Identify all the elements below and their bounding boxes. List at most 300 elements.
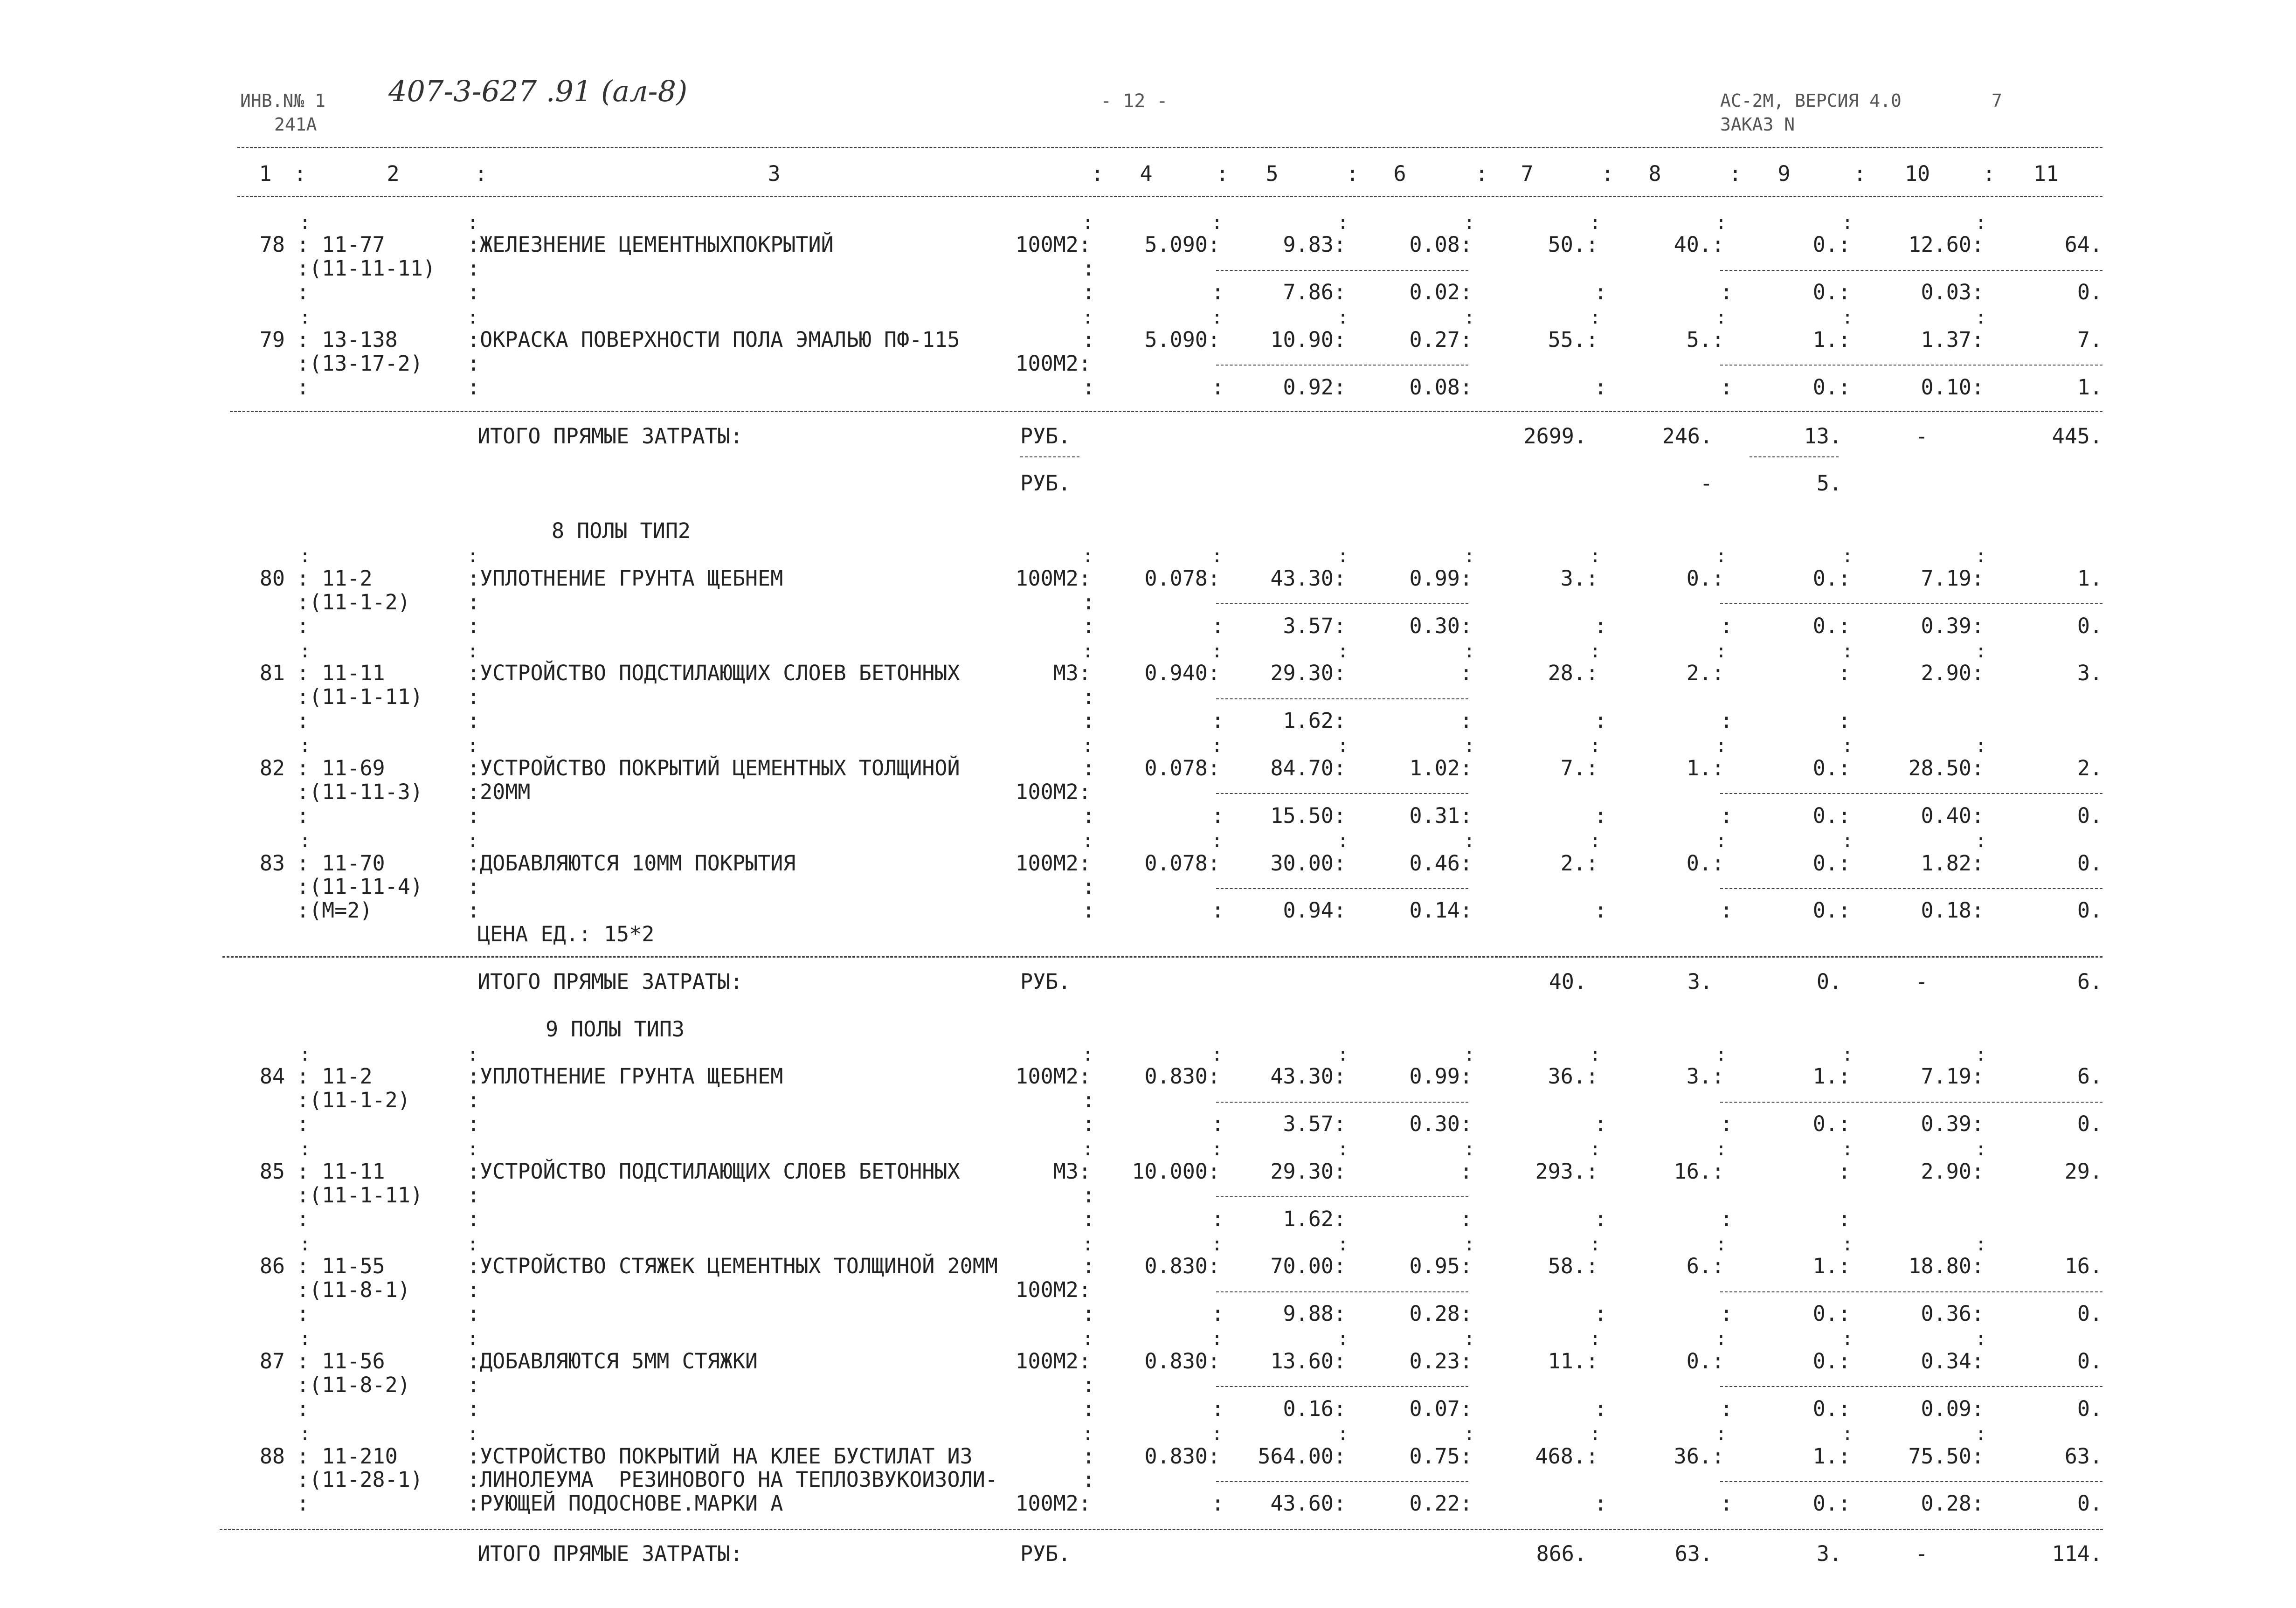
sub-rule — [1216, 270, 1468, 271]
cell-labor-total-wages: 0. — [2077, 1491, 2102, 1516]
separator-colon: : — [467, 830, 479, 852]
cell-mech: 0.: — [1812, 756, 1851, 780]
row-unit: 100М2: — [1015, 780, 1091, 804]
row-code: : 11-210 — [297, 1444, 398, 1469]
separator-colon: : — [467, 1373, 480, 1397]
row-unit: М3: — [1053, 1159, 1091, 1184]
row-code: : 11-2 — [297, 566, 373, 591]
cell-qty: 0.830: — [1144, 1444, 1220, 1469]
cell-labor-total: 63. — [2064, 1444, 2102, 1469]
sub-rule — [1216, 365, 1468, 366]
separator-colon: : — [1594, 375, 1607, 400]
row-description: :ОКРАСКА ПОВЕРХНОСТИ ПОЛА ЭМАЛЬЮ ПФ-115 — [467, 327, 960, 352]
cell-labor: 2.90: — [1921, 1159, 1984, 1184]
separator-colon: : — [1337, 545, 1349, 567]
totals-cost: 40. — [1549, 969, 1587, 994]
separator-colon: : — [1590, 307, 1601, 328]
cell-unit-price: 564.00: — [1258, 1444, 1346, 1469]
row-subcode-2: :(М=2) — [297, 898, 373, 923]
separator-colon: : — [1715, 1139, 1727, 1160]
totals-labor-total: 6. — [2077, 969, 2102, 994]
cell-labor-total-wages: 1. — [2077, 375, 2102, 400]
separator-colon: : — [1590, 641, 1601, 662]
cell-mech-price-wages: 0.07: — [1409, 1396, 1473, 1421]
totals-mech: 3. — [1816, 1541, 1842, 1566]
separator-colon: : — [1975, 735, 1987, 757]
cell-mech-price: 0.08: — [1409, 232, 1473, 257]
separator-colon: : — [299, 1328, 311, 1350]
row-description: :УСТРОЙСТВО ПОДСТИЛАЮЩИХ СЛОЕВ БЕТОННЫХ — [467, 1159, 960, 1184]
separator-colon: : — [1337, 1044, 1349, 1065]
separator-colon: : — [1211, 1328, 1223, 1350]
separator-colon: : — [467, 1277, 480, 1302]
separator-colon: : — [1975, 1328, 1987, 1350]
cell-mech-price: 0.27: — [1409, 327, 1473, 352]
header-separator: : — [1729, 161, 1742, 186]
row-number: 80 — [259, 566, 285, 591]
separator-colon: : — [1464, 1423, 1475, 1445]
separator-colon: : — [1720, 1491, 1733, 1516]
column-header-1: 1 — [259, 161, 272, 186]
block-rule — [220, 1529, 2103, 1530]
cell-mech-price: : — [1459, 1159, 1473, 1184]
separator-colon: : — [1082, 1088, 1095, 1112]
cell-labor: 28.50: — [1908, 756, 1984, 780]
cell-wages: 0.: — [1686, 851, 1724, 876]
page-marker: - 12 - — [1100, 90, 1168, 112]
separator-colon: : — [1082, 1301, 1095, 1326]
handwritten-ref: 407-3-627 .91 (ал-8) — [388, 74, 688, 108]
separator-colon: : — [1842, 545, 1853, 567]
separator-colon: : — [1337, 1234, 1349, 1255]
cell-qty: 5.090: — [1144, 232, 1220, 257]
separator-colon: : — [1975, 641, 1987, 662]
separator-colon: : — [299, 1423, 311, 1445]
cell-mech-wages: 0.: — [1812, 614, 1851, 638]
row-code: : 11-2 — [297, 1064, 373, 1089]
cell-unit-price-wages: 3.57: — [1283, 1111, 1346, 1136]
separator-colon: : — [1082, 1139, 1094, 1160]
separator-colon: : — [1211, 212, 1223, 234]
cell-mech: 1.: — [1812, 1064, 1851, 1089]
cell-wages: 16.: — [1674, 1159, 1724, 1184]
totals-mech: 5. — [1816, 471, 1842, 496]
separator-colon: : — [1594, 280, 1607, 304]
sub-rule — [1216, 603, 1468, 604]
row-subcode: :(11-11-4) — [297, 874, 423, 899]
sub-rule — [1720, 793, 2102, 794]
separator-colon: : — [1975, 1234, 1987, 1255]
cell-mech-wages: 0.: — [1812, 280, 1851, 304]
separator-colon: : — [1082, 545, 1094, 567]
separator-colon: : — [297, 1207, 310, 1231]
separator-colon: : — [1082, 1396, 1095, 1421]
cell-wages: 6.: — [1686, 1254, 1724, 1278]
separator-colon: : — [467, 1396, 480, 1421]
separator-colon: : — [1082, 874, 1095, 899]
row-number: 78 — [259, 232, 285, 257]
header-separator: : — [1091, 161, 1104, 186]
totals-labor: - — [1915, 424, 1928, 449]
separator-colon: : — [467, 280, 480, 304]
column-header-2: 2 — [387, 161, 400, 186]
totals-unit: РУБ. — [1020, 424, 1071, 449]
separator-colon: : — [467, 307, 479, 328]
separator-colon: : — [1842, 1423, 1853, 1445]
row-number: 84 — [259, 1064, 285, 1089]
column-header-11: 11 — [2033, 161, 2059, 186]
separator-colon: : — [467, 1234, 479, 1255]
row-code: : 11-56 — [297, 1349, 385, 1373]
separator-colon: : — [467, 375, 480, 400]
cell-total: 28.: — [1548, 661, 1598, 685]
cell-unit-price: 70.00: — [1270, 1254, 1346, 1278]
row-description: :УСТРОЙСТВО ПОКРЫТИЙ НА КЛЕЕ БУСТИЛАТ ИЗ — [467, 1444, 973, 1469]
cell-labor-total: 0. — [2077, 1349, 2102, 1373]
cell-mech: 0.: — [1812, 851, 1851, 876]
separator-colon: : — [1211, 1044, 1223, 1065]
separator-colon: : — [1594, 1111, 1607, 1136]
row-unit: 100М2: — [1015, 566, 1091, 591]
cell-total: 11.: — [1548, 1349, 1598, 1373]
separator-colon: : — [1337, 1139, 1349, 1160]
separator-colon: : — [467, 1423, 479, 1445]
cell-labor-total: 64. — [2064, 232, 2102, 257]
cell-labor: 75.50: — [1908, 1444, 1984, 1469]
cell-total: 36.: — [1548, 1064, 1598, 1089]
cell-labor-wages: 0.40: — [1921, 803, 1984, 828]
separator-colon: : — [1842, 641, 1853, 662]
separator-colon: : — [467, 256, 480, 281]
separator-colon: : — [1082, 1254, 1095, 1278]
cell-labor-total-wages: 0. — [2077, 1301, 2102, 1326]
separator-colon: : — [1842, 1234, 1853, 1255]
cell-unit-price-wages: 1.62: — [1283, 1207, 1346, 1231]
separator-colon: : — [1082, 1234, 1094, 1255]
cell-labor-total: 7. — [2077, 327, 2102, 352]
cell-labor-total: 2. — [2077, 756, 2102, 780]
totals-label: ИТОГО ПРЯМЫЕ ЗАТРАТЫ: — [477, 424, 743, 449]
separator-colon: : — [1590, 1234, 1601, 1255]
separator-colon: : — [1590, 1423, 1601, 1445]
separator-colon: : — [299, 1234, 311, 1255]
header-separator: : — [1601, 161, 1614, 186]
separator-colon: : — [1211, 1396, 1224, 1421]
row-description: :УПЛОТНЕНИЕ ГРУНТА ЩЕБНЕМ — [467, 1064, 783, 1089]
separator-colon: : — [1594, 803, 1607, 828]
cell-qty: 5.090: — [1144, 327, 1220, 352]
cell-mech-price-wages: 0.02: — [1409, 280, 1473, 304]
separator-colon: : — [467, 1207, 480, 1231]
separator-colon: : — [1337, 641, 1349, 662]
cell-wages: 40.: — [1674, 232, 1724, 257]
sub-rule — [1720, 365, 2102, 366]
row-unit: 100М2: — [1015, 1277, 1091, 1302]
document-ref: ИНВ.N№ 1 — [240, 90, 326, 111]
cell-qty: 0.078: — [1144, 566, 1220, 591]
separator-colon: : — [1715, 1044, 1727, 1065]
sub-rule — [1216, 793, 1468, 794]
separator-colon: : — [1715, 1234, 1727, 1255]
block-rule — [222, 956, 2102, 958]
cell-labor-wages: 0.18: — [1921, 898, 1984, 923]
separator-colon: : — [467, 1139, 479, 1160]
cell-unit-price-wages: 0.94: — [1283, 898, 1346, 923]
cell-mech-wages: 0.: — [1812, 1301, 1851, 1326]
cell-unit-price-wages: 15.50: — [1270, 803, 1346, 828]
separator-colon: : — [297, 1111, 310, 1136]
separator-colon: : — [299, 1044, 311, 1065]
separator-colon: : — [467, 874, 480, 899]
separator-colon: : — [1720, 375, 1733, 400]
row-number: 79 — [259, 327, 285, 352]
separator-colon: : — [1594, 614, 1607, 638]
separator-colon: : — [1337, 830, 1349, 852]
separator-colon: : — [1590, 1139, 1601, 1160]
cell-mech-wages: : — [1838, 708, 1851, 733]
separator-colon: : — [1082, 1423, 1094, 1445]
separator-colon: : — [467, 545, 479, 567]
separator-colon: : — [1594, 708, 1607, 733]
separator-colon: : — [467, 708, 480, 733]
cell-unit-price: 9.83: — [1283, 232, 1346, 257]
separator-colon: : — [297, 1491, 310, 1516]
cell-mech-price-wages: : — [1459, 708, 1473, 733]
cell-total: 50.: — [1548, 232, 1598, 257]
cell-unit-price: 43.30: — [1270, 1064, 1346, 1089]
totals-cost: 2699. — [1523, 424, 1587, 449]
cell-labor-total-wages: 0. — [2077, 1396, 2102, 1421]
separator-colon: : — [1715, 830, 1727, 852]
separator-colon: : — [1715, 641, 1727, 662]
cell-labor-wages: 0.39: — [1921, 1111, 1984, 1136]
separator-colon: : — [467, 1111, 480, 1136]
separator-colon: : — [1082, 256, 1095, 281]
totals-labor-total: 114. — [2052, 1541, 2102, 1566]
separator-colon: : — [1211, 1491, 1224, 1516]
separator-colon: : — [467, 803, 480, 828]
separator-colon: : — [1464, 830, 1475, 852]
totals-underline — [1750, 456, 1839, 457]
separator-colon: : — [1720, 614, 1733, 638]
column-header-6: 6 — [1393, 161, 1406, 186]
sub-rule — [1216, 888, 1468, 889]
separator-colon: : — [1211, 545, 1223, 567]
cell-unit-price: 43.30: — [1270, 566, 1346, 591]
header-top-rule — [237, 147, 2102, 148]
row-subcode: :(11-1-11) — [297, 684, 423, 709]
separator-colon: : — [1337, 307, 1349, 328]
totals-labor: - — [1915, 969, 1928, 994]
separator-colon: : — [1720, 1301, 1733, 1326]
separator-colon: : — [1590, 545, 1601, 567]
cell-unit-price-wages: 7.86: — [1283, 280, 1346, 304]
cell-total: 3.: — [1560, 566, 1598, 591]
separator-colon: : — [1464, 545, 1475, 567]
column-header-9: 9 — [1777, 161, 1791, 186]
separator-colon: : — [1082, 1467, 1095, 1492]
document-code: 241А — [274, 114, 317, 135]
row-description: :УПЛОТНЕНИЕ ГРУНТА ЩЕБНЕМ — [467, 566, 783, 591]
separator-colon: : — [299, 212, 311, 234]
header-separator: : — [1216, 161, 1229, 186]
cell-mech-price: 0.99: — [1409, 1064, 1473, 1089]
cell-mech-wages: 0.: — [1812, 1396, 1851, 1421]
separator-colon: : — [467, 590, 480, 614]
row-number: 83 — [259, 851, 285, 876]
totals-label: ИТОГО ПРЯМЫЕ ЗАТРАТЫ: — [477, 969, 743, 994]
row-code: : 11-69 — [297, 756, 385, 780]
cell-mech-wages: 0.: — [1812, 375, 1851, 400]
row-unit: 100М2: — [1015, 1064, 1091, 1089]
cell-mech-price-wages: 0.22: — [1409, 1491, 1473, 1516]
separator-colon: : — [1842, 830, 1853, 852]
cell-mech-wages: 0.: — [1812, 1111, 1851, 1136]
totals-unit: РУБ. — [1020, 1541, 1071, 1566]
separator-colon: : — [1590, 735, 1601, 757]
row-subcode: :(11-8-2) — [297, 1373, 410, 1397]
cell-wages: 3.: — [1686, 1064, 1724, 1089]
cell-mech-price-wages: 0.14: — [1409, 898, 1473, 923]
row-number: 85 — [259, 1159, 285, 1184]
separator-colon: : — [467, 614, 480, 638]
cell-wages: 0.: — [1686, 566, 1724, 591]
header-separator: : — [1346, 161, 1359, 186]
separator-colon: : — [1975, 212, 1987, 234]
separator-colon: : — [1211, 803, 1224, 828]
totals-underline — [1020, 456, 1079, 457]
separator-colon: : — [297, 708, 310, 733]
separator-colon: : — [467, 1328, 479, 1350]
column-header-5: 5 — [1266, 161, 1279, 186]
separator-colon: : — [1590, 830, 1601, 852]
cell-mech-price-wages: : — [1459, 1207, 1473, 1231]
separator-colon: : — [1715, 1328, 1727, 1350]
cell-labor-wages: 0.09: — [1921, 1396, 1984, 1421]
separator-colon: : — [1082, 590, 1095, 614]
separator-colon: : — [1594, 1301, 1607, 1326]
cell-labor-total-wages: 0. — [2077, 898, 2102, 923]
separator-colon: : — [1720, 1207, 1733, 1231]
separator-colon: : — [1842, 307, 1853, 328]
row-description: :ДОБАВЛЯЮТСЯ 5ММ СТЯЖКИ — [467, 1349, 758, 1373]
header-separator: : — [294, 161, 307, 186]
cell-qty: 10.000: — [1132, 1159, 1220, 1184]
cell-unit-price-wages: 3.57: — [1283, 614, 1346, 638]
separator-colon: : — [1082, 280, 1095, 304]
cell-mech-price-wages: 0.08: — [1409, 375, 1473, 400]
sub-rule — [1720, 1386, 2102, 1387]
row-code: : 11-55 — [297, 1254, 385, 1278]
separator-colon: : — [1082, 1328, 1094, 1350]
separator-colon: : — [1082, 708, 1095, 733]
separator-colon: : — [1720, 280, 1733, 304]
separator-colon: : — [1464, 1234, 1475, 1255]
separator-colon: : — [1211, 1111, 1224, 1136]
separator-colon: : — [1337, 212, 1349, 234]
cell-mech-price-wages: 0.28: — [1409, 1301, 1473, 1326]
cell-labor: 7.19: — [1921, 566, 1984, 591]
cell-unit-price: 13.60: — [1270, 1349, 1346, 1373]
cell-mech-price: 0.99: — [1409, 566, 1473, 591]
separator-colon: : — [1464, 212, 1475, 234]
cell-labor: 1.82: — [1921, 851, 1984, 876]
separator-colon: : — [1211, 1139, 1223, 1160]
row-description: :РУЮЩЕЙ ПОДОСНОВЕ.МАРКИ А — [467, 1491, 783, 1516]
row-unit: 100М2: — [1015, 851, 1091, 876]
row-description: :УСТРОЙСТВО ПОДСТИЛАЮЩИХ СЛОЕВ БЕТОННЫХ — [467, 661, 960, 685]
sub-rule — [1216, 1102, 1468, 1103]
unit-price-note: ЦЕНА ЕД.: 15*2 — [477, 922, 655, 946]
separator-colon: : — [1337, 1328, 1349, 1350]
separator-colon: : — [297, 1301, 310, 1326]
separator-colon: : — [1975, 307, 1987, 328]
row-description: :УСТРОЙСТВО ПОКРЫТИЙ ЦЕМЕНТНЫХ ТОЛЩИНОЙ — [467, 756, 960, 780]
cell-labor: 18.80: — [1908, 1254, 1984, 1278]
separator-colon: : — [1082, 641, 1094, 662]
separator-colon: : — [1975, 1139, 1987, 1160]
separator-colon: : — [1211, 898, 1224, 923]
cell-labor-total-wages: 0. — [2077, 1111, 2102, 1136]
row-code: : 11-77 — [297, 232, 385, 257]
cell-mech: 1.: — [1812, 1444, 1851, 1469]
separator-colon: : — [1594, 1396, 1607, 1421]
separator-colon: : — [1082, 735, 1094, 757]
totals-mech: 0. — [1816, 969, 1842, 994]
row-subcode: :(13-17-2) — [297, 351, 423, 376]
separator-colon: : — [1975, 830, 1987, 852]
cell-labor: 12.60: — [1908, 232, 1984, 257]
separator-colon: : — [1337, 1423, 1349, 1445]
separator-colon: : — [1975, 545, 1987, 567]
row-number: 82 — [259, 756, 285, 780]
cell-mech: : — [1838, 661, 1851, 685]
block-rule — [230, 411, 2102, 412]
separator-colon: : — [1211, 1423, 1223, 1445]
separator-colon: : — [467, 684, 480, 709]
cell-mech-price-wages: 0.30: — [1409, 614, 1473, 638]
cell-labor-wages: 0.36: — [1921, 1301, 1984, 1326]
row-subcode: :(11-1-11) — [297, 1183, 423, 1208]
cell-wages: 36.: — [1674, 1444, 1724, 1469]
separator-colon: : — [1590, 1044, 1601, 1065]
cell-wages: 0.: — [1686, 1349, 1724, 1373]
separator-colon: : — [467, 735, 479, 757]
header-bottom-rule — [237, 196, 2102, 197]
separator-colon: : — [1715, 1423, 1727, 1445]
row-number: 88 — [259, 1444, 285, 1469]
cell-mech: 0.: — [1812, 566, 1851, 591]
cell-labor-wages: 0.10: — [1921, 375, 1984, 400]
separator-colon: : — [1082, 307, 1094, 328]
column-header-4: 4 — [1140, 161, 1153, 186]
separator-colon: : — [1975, 1423, 1987, 1445]
cell-labor-total: 0. — [2077, 851, 2102, 876]
row-unit: 100М2: — [1015, 351, 1091, 376]
order-number: ЗАКАЗ N — [1720, 114, 1795, 135]
cell-labor: 2.90: — [1921, 661, 1984, 685]
separator-colon: : — [1211, 830, 1223, 852]
separator-colon: : — [299, 735, 311, 757]
totals-wages: 246. — [1662, 424, 1713, 449]
cell-labor-wages: 0.28: — [1921, 1491, 1984, 1516]
row-description: :УСТРОЙСТВО СТЯЖЕК ЦЕМЕНТНЫХ ТОЛЩИНОЙ 20ММ — [467, 1254, 998, 1278]
cell-mech-price: : — [1459, 661, 1473, 685]
cell-mech-price: 0.75: — [1409, 1444, 1473, 1469]
row-description: :ЖЕЛЕЗНЕНИЕ ЦЕМЕНТНЫХПОКРЫТИЙ — [467, 232, 834, 257]
sub-rule — [1720, 270, 2102, 271]
separator-colon: : — [1082, 375, 1095, 400]
